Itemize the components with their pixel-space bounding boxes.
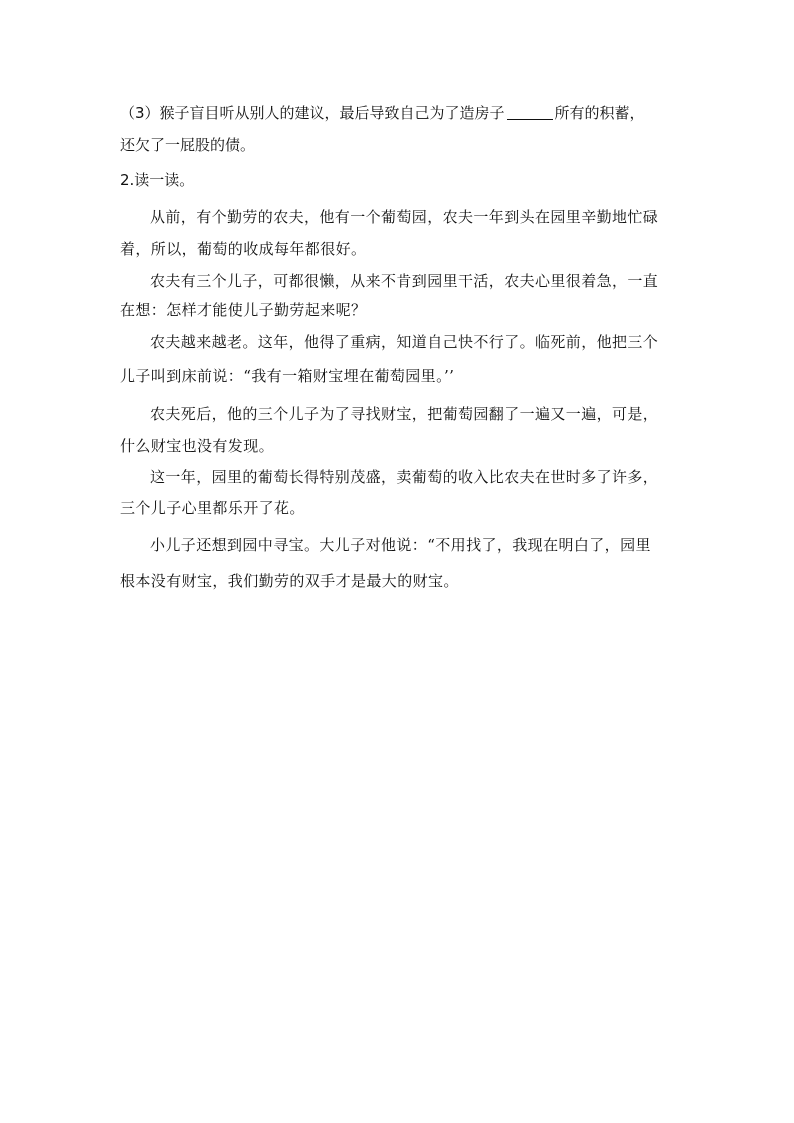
section-2-title: 2.读一读。 bbox=[120, 171, 195, 189]
story-paragraph-3-line-2: 儿子叫到床前说：“我有一箱财宝埋在葡萄园里。’’ bbox=[120, 367, 455, 385]
story-paragraph-5-line-2: 三个儿子心里都乐开了花。 bbox=[120, 499, 305, 517]
question-3-text-after-blank: 所有的积蓄， bbox=[554, 104, 645, 122]
story-paragraph-2-line-1: 农夫有三个儿子，可都很懒，从来不肯到园里干活，农夫心里很着急，一直 bbox=[150, 272, 659, 290]
story-paragraph-4-line-2: 什么财宝也没有发现。 bbox=[120, 437, 275, 455]
answer-blank[interactable] bbox=[507, 105, 553, 120]
question-3-line-2: 还欠了一屁股的债。 bbox=[120, 136, 256, 154]
story-paragraph-3-line-1: 农夫越来越老。这年，他得了重病，知道自己快不行了。临死前，他把三个 bbox=[150, 333, 659, 351]
story-paragraph-5-line-1: 这一年，园里的葡萄长得特别茂盛，卖葡萄的收入比农夫在世时多了许多， bbox=[150, 468, 659, 486]
question-3-line-1 bbox=[120, 103, 680, 123]
story-paragraph-4-line-1: 农夫死后，他的三个儿子为了寻找财宝，把葡萄园翻了一遍又一遍，可是， bbox=[150, 405, 659, 423]
story-paragraph-2-line-2: 在想：怎样才能使儿子勤劳起来呢？ bbox=[120, 301, 367, 319]
story-paragraph-6-line-2: 根本没有财宝，我们勤劳的双手才是最大的财宝。 bbox=[120, 572, 459, 590]
story-paragraph-1-line-1: 从前，有个勤劳的农夫，他有一个葡萄园，农夫一年到头在园里辛勤地忙碌 bbox=[150, 208, 659, 226]
story-paragraph-1-line-2: 着，所以，葡萄的收成每年都很好。 bbox=[120, 240, 367, 258]
story-paragraph-6-line-1: 小儿子还想到园中寻宝。大儿子对他说：“不用找了，我现在明白了，园里 bbox=[150, 536, 651, 554]
question-3-text-before-blank: （3）猴子盲目听从别人的建议，最后导致自己为了造房子 bbox=[120, 104, 505, 122]
